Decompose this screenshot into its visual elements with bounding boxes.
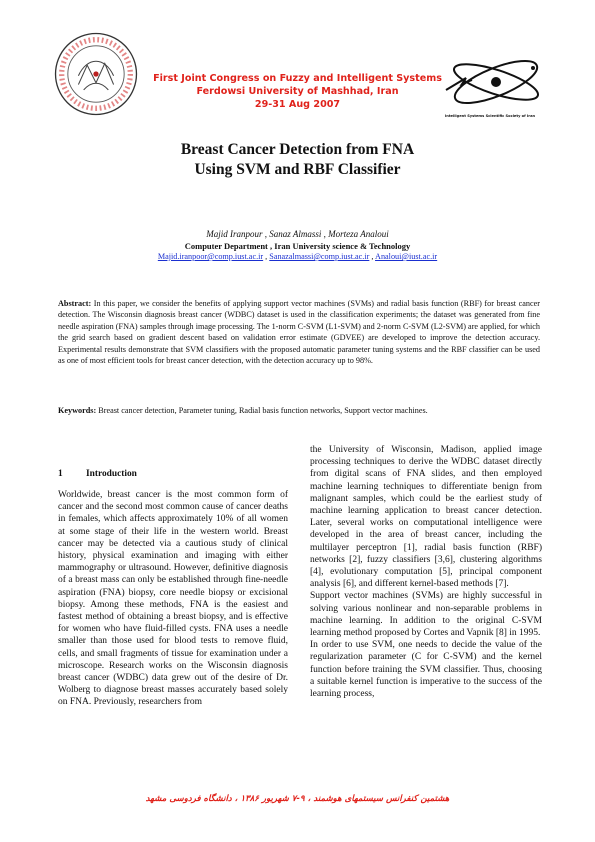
abstract-label: Abstract:	[58, 299, 92, 308]
email-link[interactable]: Majid.iranpoor@comp.iust.ac.ir	[157, 252, 264, 261]
body-paragraph: In order to use SVM, one needs to decide the value of the regularization parameter (C for C-SVM) and the kernel function before training the SVM classifier. Thus, choosing a suitable kernel function is imperative to the success of the learning process,	[310, 640, 542, 700]
conference-line: Ferdowsi University of Mashhad, Iran	[196, 86, 399, 97]
abstract	[58, 298, 540, 366]
keywords	[58, 405, 540, 416]
page-footer: هشتمین کنفرانس سیستمهای هوشمند ، ۹-۷ شهریور ۱۳۸۶ ، دانشگاه فردوسی مشهد	[145, 794, 450, 804]
logo-caption: Intelligent Systems Scientific Society of Iran	[444, 114, 536, 118]
title-line: Breast Cancer Detection from FNA	[180, 141, 415, 158]
body-column-right	[310, 444, 542, 700]
email-separator: ,	[263, 252, 270, 261]
keywords-label: Keywords:	[58, 406, 97, 415]
paper-title	[60, 140, 535, 180]
author-list: Majid Iranpour , Sanaz Almassi , Morteza Analoui	[206, 229, 389, 239]
email-link[interactable]: Analoui@iust.ac.ir	[375, 252, 438, 261]
section-number: 1	[58, 469, 63, 479]
author-emails	[60, 252, 535, 261]
abstract-text: In this paper, we consider the benefits of applying support vector machines (SVMs) and radial basis function (RBF) for breast cancer detection. The Wisconsin diagnosis breast cancer (WDBC) dataset is used in the classification experiments; the dataset was generated from fine needle aspiration (FNA) samples through image processing. The 1-norm C-SVM (L1-SVM) and 2-norm C-SVM (L2-SVM) are applied, for which the grid search based on gradient descent based on validation error estimate (GDVEE) are developed to improve the detection accuracy. Experimental results demonstrate that SVM classifiers with the proposed automatic parameter tuning systems and the RBF classifier can be used as one of most efficient tools for breast cancer detection, with the detection accuracy up to 98%.	[58, 299, 540, 366]
body-paragraph: the University of Wisconsin, Madison, applied image processing techniques to derive the WDBC dataset directly from digital scans of FNA slides, and then employed machine learning techniques to differentiate benign from malignant samples, which could be the earliest study of machine learning application to breast cancer detection. Later, several works on computational intelligence were developed in the area of breast cancer, including the multilayer perceptron [1], radial basis function (RBF) networks [2], fuzzy classifiers [3,6], clustering algorithms [4], evolutionary computation [5], principal component analysis [6], and different kernel-based methods [7].	[310, 445, 542, 590]
body-column-left	[58, 489, 288, 709]
intelligent-systems-society-logo	[436, 50, 548, 112]
keywords-text: Breast cancer detection, Parameter tuning, Radial basis function networks, Support vector machines.	[96, 406, 428, 415]
conference-line: 29-31 Aug 2007	[254, 99, 341, 110]
email-link[interactable]: Sanazalmassi@comp.iust.ac.ir	[269, 252, 370, 261]
affiliation: Computer Department , Iran University science & Technology	[184, 241, 411, 251]
title-line: Using SVM and RBF Classifier	[194, 161, 401, 178]
email-separator: ,	[369, 252, 376, 261]
conference-name-block	[150, 72, 445, 111]
body-paragraph: Worldwide, breast cancer is the most common form of cancer and the second most common cause of cancer deaths in females, which affects approximately 10% of all women at some stage of their life in the western world. Breast cancer may be detected via a cautious study of clinical history, physical examination and imaging with either mammography or ultrasound. However, definitive diagnosis of a breast mass can only be established through fine-needle aspiration (FNA) biopsy, core needle biopsy or excisional biopsy. Among these methods, FNA is the easiest and fastest method of obtaining a breast biopsy, and is effective for women who have fluid-filled cysts. FNA uses a needle smaller than those used for blood tests to remove fluid, cells, and small fragments of tissue for examination under a microscope. Research works on the Wisconsin diagnosis breast cancer (WDBC) data grew out of the desire of Dr. Wolberg to diagnose breast masses accurately based solely on FNA. Previously, researchers from	[58, 490, 288, 708]
body-paragraph: Support vector machines (SVMs) are highly successful in solving various nonlinear and non-separable problems in machine learning. In addition to the original C-SVM learning method proposed by Cortes and Vapnik [8] in 1995.	[310, 591, 542, 639]
section-title: Introduction	[86, 469, 137, 479]
iranian-fuzzy-society-seal-logo	[52, 30, 140, 118]
conference-line: First Joint Congress on Fuzzy and Intelligent Systems	[153, 73, 442, 84]
section-heading	[58, 469, 137, 479]
